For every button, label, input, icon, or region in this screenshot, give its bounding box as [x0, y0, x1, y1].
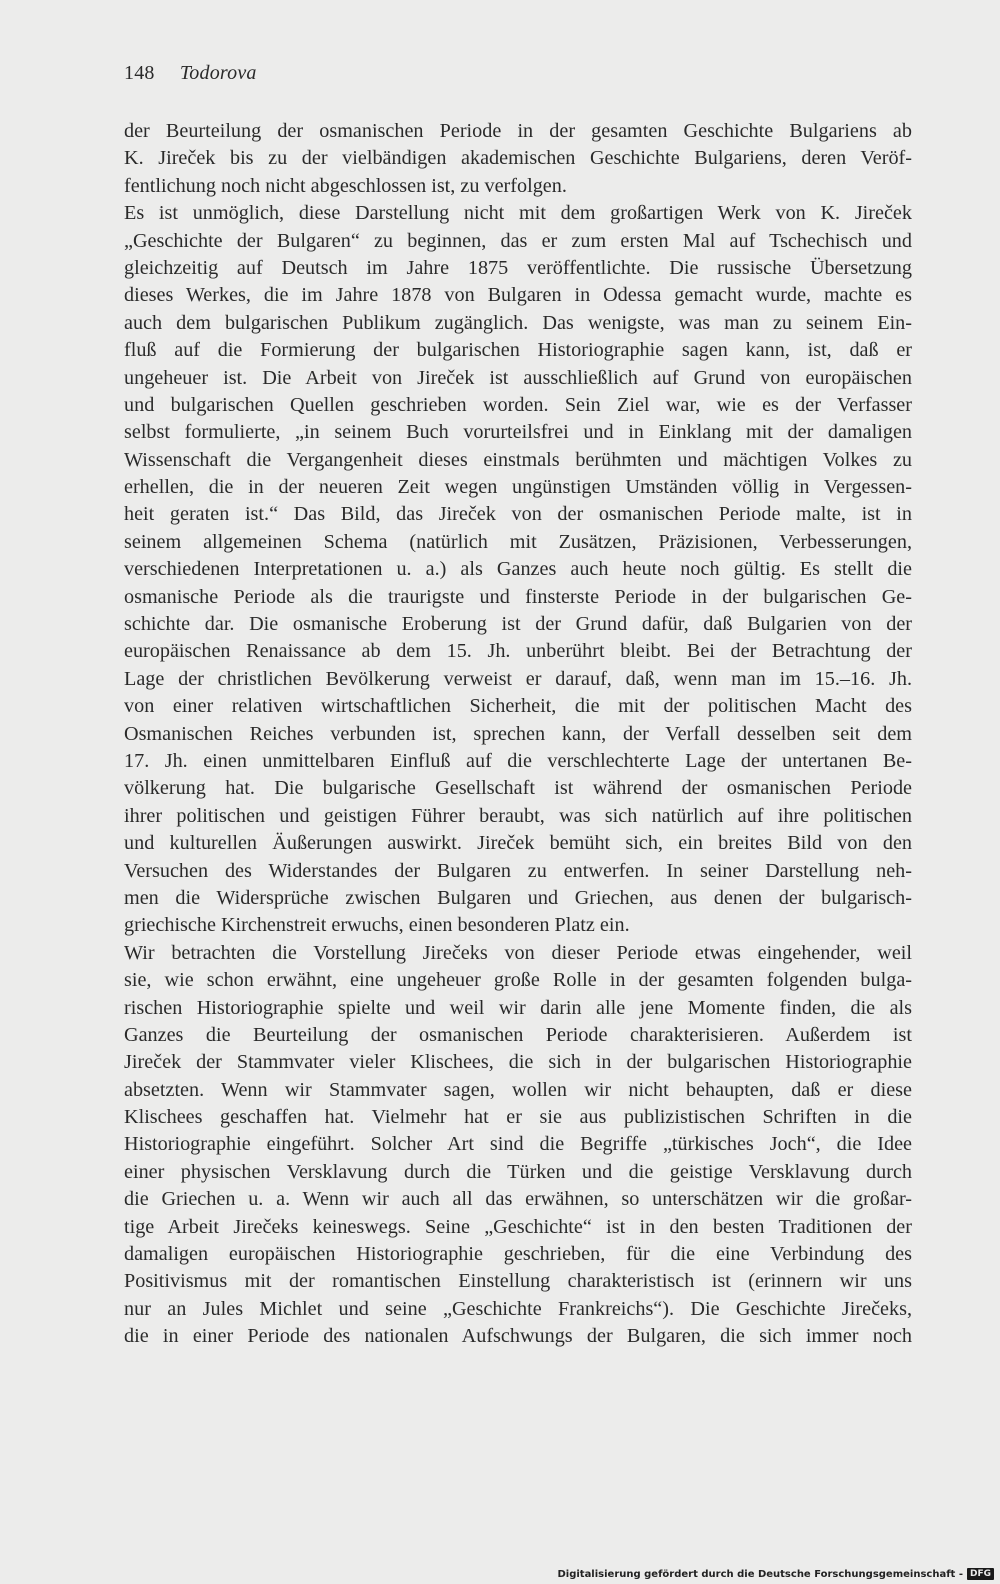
text-line: die Griechen u. a. Wenn wir auch all das erwähnen, so unterschätzen wir die großar-: [124, 1188, 912, 1211]
paragraph: [124, 118, 912, 200]
text-line: Versuchen des Widerstandes der Bulgaren zu entwerfen. In seiner Darstellung neh-: [124, 859, 912, 882]
text-line: von einer relativen wirtschaftlichen Sicherheit, die mit der politischen Macht des: [124, 695, 912, 718]
text-line: rischen Historiographie spielte und weil wir darin alle jene Momente finden, die als: [124, 996, 912, 1019]
text-line: sie, wie schon erwähnt, eine ungeheuer große Rolle in der gesamten folgenden bulga-: [124, 969, 912, 992]
text-line: 17. Jh. einen unmittelbaren Einfluß auf die verschlechterte Lage der untertanen Be-: [124, 749, 912, 772]
text-line: europäischen Renaissance ab dem 15. Jh. unberührt bleibt. Bei der Betrachtung der: [124, 640, 912, 663]
text-line: fluß auf die Formierung der bulgarischen Historiographie sagen kann, ist, daß er: [124, 339, 912, 362]
text-line: und kulturellen Äußerungen auswirkt. Jireček bemüht sich, ein breites Bild von den: [124, 832, 912, 855]
text-line: heit geraten ist.“ Das Bild, das Jireček von der osmanischen Periode malte, ist in: [124, 503, 912, 526]
text-line: selbst formulierte, „in seinem Buch vorurteilsfrei und in Einklang mit der damaligen: [124, 421, 912, 444]
running-header: [124, 62, 257, 85]
text-line: Es ist unmöglich, diese Darstellung nicht mit dem großartigen Werk von K. Jireček: [124, 202, 912, 225]
text-line: absetzten. Wenn wir Stammvater sagen, wollen wir nicht behaupten, daß er diese: [124, 1078, 912, 1101]
running-head-author: Todorova: [179, 62, 257, 84]
text-line: griechische Kirchenstreit erwuchs, einen besonderen Platz ein.: [124, 914, 630, 937]
paragraph: [124, 940, 912, 1351]
text-line: dieses Werkes, die im Jahre 1878 von Bulgaren in Odessa gemacht wurde, machte es: [124, 284, 912, 307]
text-line: „Geschichte der Bulgaren“ zu beginnen, das er zum ersten Mal auf Tschechisch und: [124, 229, 912, 252]
text-line: erhellen, die in der neueren Zeit wegen ungünstigen Umständen völlig in Vergessen-: [124, 476, 912, 499]
text-line: und bulgarischen Quellen geschrieben worden. Sein Ziel war, wie es der Verfasser: [124, 393, 912, 416]
text-line: nur an Jules Michlet und seine „Geschichte Frankreichs“). Die Geschichte Jirečeks,: [124, 1297, 912, 1320]
text-line: gleichzeitig auf Deutsch im Jahre 1875 veröffentlichte. Die russische Übersetzung: [124, 256, 912, 279]
text-line: völkerung hat. Die bulgarische Gesellschaft ist während der osmanischen Periode: [124, 777, 912, 800]
text-line: osmanische Periode als die traurigste und finsterste Periode in der bulgarischen Ge-: [124, 585, 912, 608]
text-line: Positivismus mit der romantischen Einstellung charakteristisch ist (erinnern wir uns: [124, 1270, 912, 1293]
page-number: 148: [124, 62, 155, 84]
text-line: men die Widersprüche zwischen Bulgaren und Griechen, aus denen der bulgarisch-: [124, 886, 912, 909]
text-line: Historiographie eingeführt. Solcher Art sind die Begriffe „türkisches Joch“, die Idee: [124, 1133, 912, 1156]
text-line: auch dem bulgarischen Publikum zugänglich. Das wenigste, was man zu seinem Ein-: [124, 311, 912, 334]
paragraph: [124, 200, 912, 940]
text-line: Wir betrachten die Vorstellung Jirečeks von dieser Periode etwas eingehender, weil: [124, 941, 912, 964]
text-line: Klischees geschaffen hat. Vielmehr hat er sie aus publizistischen Schriften in die: [124, 1106, 912, 1129]
text-line: einer physischen Versklavung durch die Türken und die geistige Versklavung durch: [124, 1160, 912, 1183]
digitization-credit: [557, 1568, 994, 1580]
text-line: fentlichung noch nicht abgeschlossen ist, zu verfolgen.: [124, 174, 567, 197]
text-line: seinem allgemeinen Schema (natürlich mit Zusätzen, Präzisionen, Verbesserungen,: [124, 530, 912, 553]
text-line: Wissenschaft die Vergangenheit dieses einstmals berühmten und mächtigen Volkes zu: [124, 448, 912, 471]
body-text: [124, 118, 912, 1351]
text-line: Osmanischen Reiches verbunden ist, sprechen kann, der Verfall desselben seit dem: [124, 722, 912, 745]
text-line: ihrer politischen und geistigen Führer beraubt, was sich natürlich auf ihre politischen: [124, 804, 912, 827]
dfg-logo: DFG: [967, 1568, 994, 1580]
text-line: K. Jireček bis zu der vielbändigen akademischen Geschichte Bulgariens, deren Veröf-: [124, 147, 912, 170]
text-line: die in einer Periode des nationalen Aufschwungs der Bulgaren, die sich immer noch: [124, 1325, 912, 1348]
text-line: ungeheuer ist. Die Arbeit von Jireček ist ausschließlich auf Grund von europäischen: [124, 366, 912, 389]
text-line: verschiedenen Interpretationen u. a.) als Ganzes auch heute noch gültig. Es stellt die: [124, 558, 912, 581]
text-line: Ganzes die Beurteilung der osmanischen Periode charakterisieren. Außerdem ist: [124, 1023, 912, 1046]
text-line: schichte dar. Die osmanische Eroberung ist der Grund dafür, daß Bulgarien von der: [124, 613, 912, 636]
text-line: damaligen europäischen Historiographie geschrieben, für die eine Verbindung des: [124, 1243, 912, 1266]
text-line: Jireček der Stammvater vieler Klischees, die sich in der bulgarischen Historiographie: [124, 1051, 912, 1074]
text-line: der Beurteilung der osmanischen Periode in der gesamten Geschichte Bulgariens ab: [124, 120, 912, 142]
text-line: Lage der christlichen Bevölkerung verweist er darauf, daß, wenn man im 15.–16. Jh.: [124, 667, 912, 690]
credit-text: Digitalisierung gefördert durch die Deutsche Forschungsgemeinschaft -: [557, 1568, 963, 1580]
text-line: tige Arbeit Jirečeks keineswegs. Seine „Geschichte“ ist in den besten Traditionen der: [124, 1215, 912, 1238]
